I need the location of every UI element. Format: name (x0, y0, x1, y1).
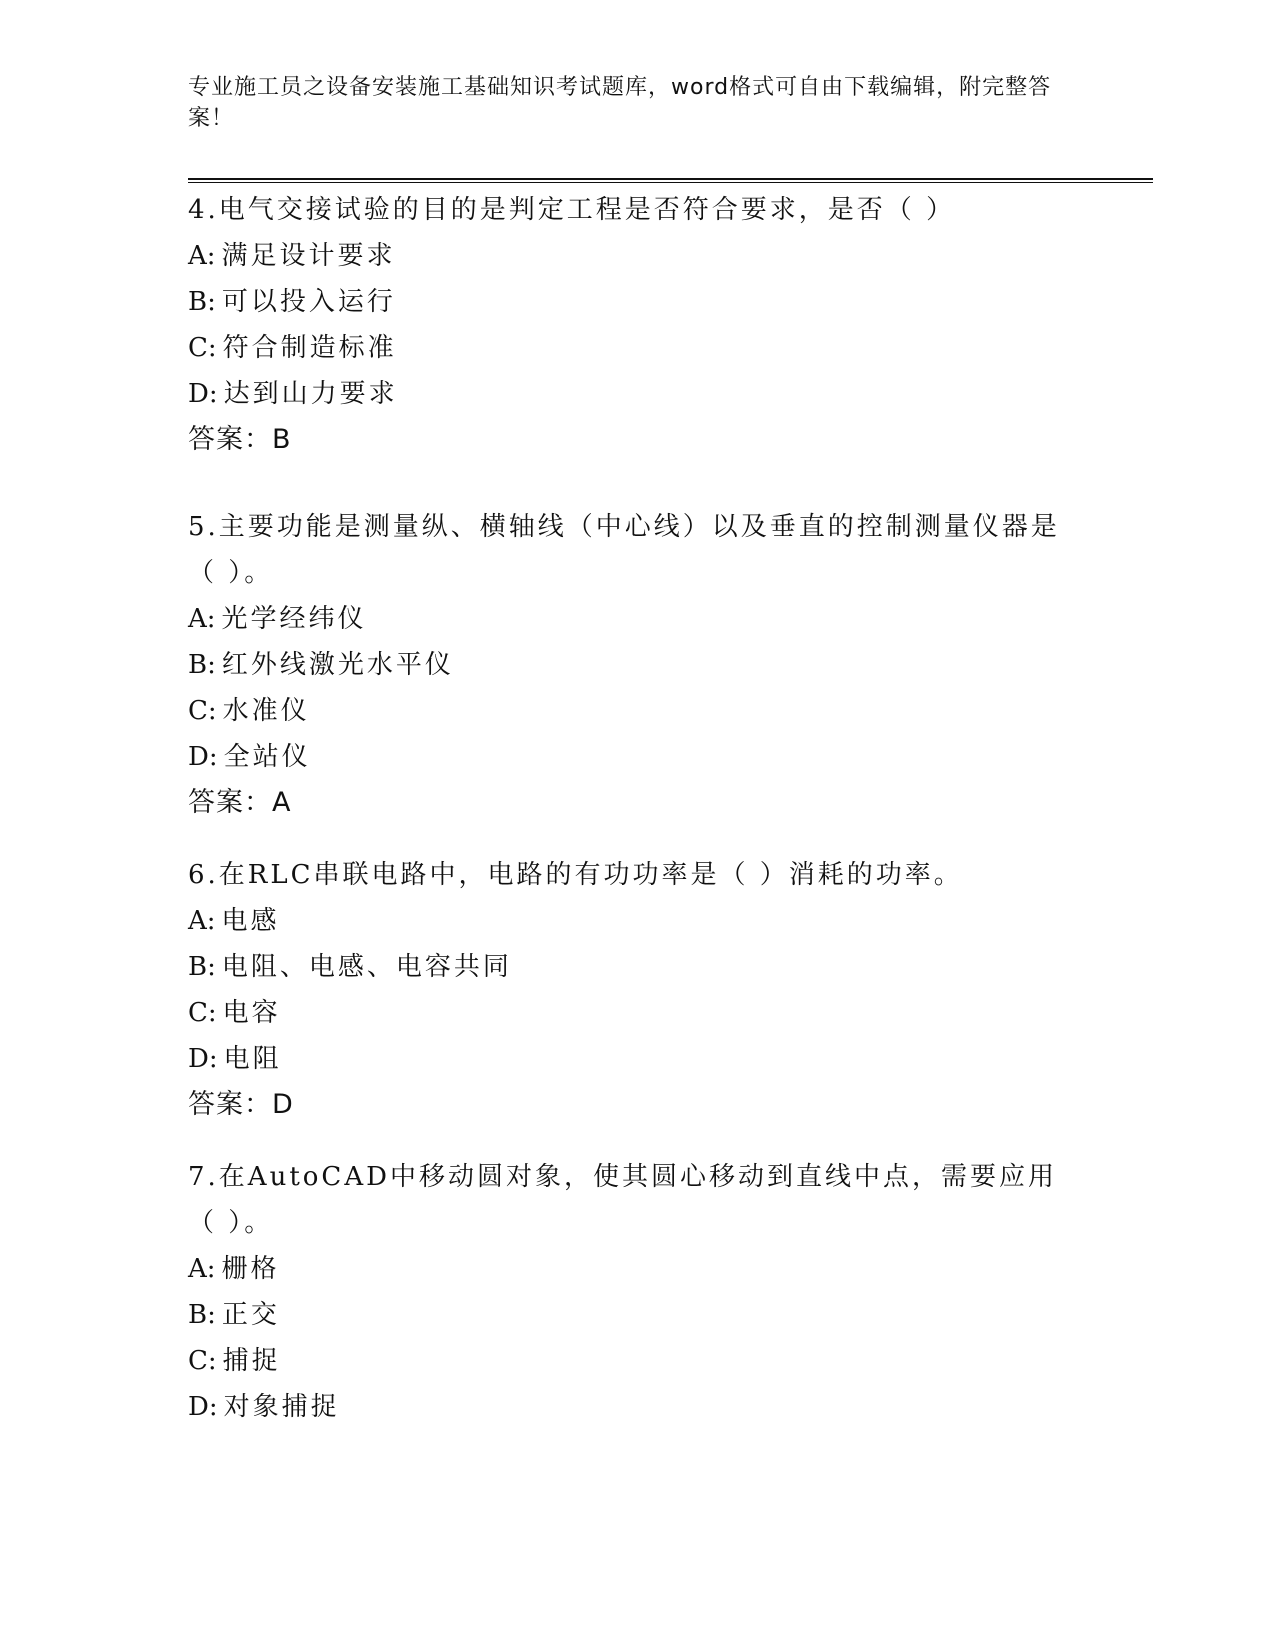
option-text: 电感 (221, 906, 280, 936)
option-label: B: (188, 650, 216, 680)
option-d (188, 1384, 1068, 1430)
option-text: 光学经纬仪 (221, 604, 367, 634)
option-text: 电容 (222, 998, 281, 1028)
answer-line: 答案：A (188, 787, 292, 818)
document-header (188, 72, 1068, 134)
header-title: 专业施工员之设备安装施工基础知识考试题库，word格式可自由下载编辑，附完整答案！ (188, 75, 1052, 131)
option-label: C: (188, 696, 217, 726)
option-text: 电阻 (223, 1044, 282, 1074)
option-a (188, 1246, 1068, 1292)
option-text: 全站仪 (223, 742, 311, 772)
option-label: B: (188, 952, 216, 982)
option-text: 满足设计要求 (221, 241, 396, 271)
option-c (188, 990, 1068, 1036)
option-text: 栅格 (221, 1254, 280, 1284)
option-c (188, 688, 1068, 734)
header-divider (188, 178, 1153, 183)
option-c (188, 325, 1068, 371)
option-b (188, 279, 1068, 325)
option-text: 红外线激光水平仪 (221, 650, 454, 680)
option-text: 可以投入运行 (221, 287, 396, 317)
option-text: 正交 (221, 1300, 280, 1330)
option-text: 达到山力要求 (223, 379, 398, 409)
option-label: A: (188, 604, 216, 634)
option-label: D: (188, 742, 218, 772)
question-stem: 7.在AutoCAD中移动圆对象，使其圆心移动到直线中点，需要应用（ ）。 (188, 1162, 1057, 1238)
option-label: C: (188, 998, 217, 1028)
option-label: A: (188, 1254, 216, 1284)
option-d (188, 371, 1068, 417)
option-b (188, 1292, 1068, 1338)
question-5 (188, 504, 1068, 826)
option-d (188, 1036, 1068, 1082)
option-text: 水准仪 (222, 696, 310, 726)
question-stem: 6.在RLC串联电路中，电路的有功功率是（ ）消耗的功率。 (188, 860, 963, 890)
option-label: D: (188, 379, 218, 409)
answer-line: 答案：B (188, 424, 292, 455)
option-b (188, 642, 1068, 688)
option-d (188, 734, 1068, 780)
question-stem: 4.电气交接试验的目的是判定工程是否符合要求，是否（ ） (188, 195, 956, 225)
option-a (188, 898, 1068, 944)
option-c (188, 1338, 1068, 1384)
option-label: D: (188, 1392, 218, 1422)
option-a (188, 233, 1068, 279)
question-7 (188, 1154, 1068, 1430)
question-stem: 5.主要功能是测量纵、横轴线（中心线）以及垂直的控制测量仪器是（ ）。 (188, 512, 1060, 588)
option-label: B: (188, 1300, 216, 1330)
question-4 (188, 187, 1068, 463)
answer-line: 答案：D (188, 1089, 294, 1120)
option-text: 符合制造标准 (222, 333, 397, 363)
option-a (188, 596, 1068, 642)
option-text: 对象捕捉 (223, 1392, 340, 1422)
option-b (188, 944, 1068, 990)
question-6 (188, 852, 1068, 1128)
option-text: 电阻、电感、电容共同 (221, 952, 512, 982)
option-label: A: (188, 241, 216, 271)
option-label: C: (188, 1346, 217, 1376)
option-label: A: (188, 906, 216, 936)
option-label: C: (188, 333, 217, 363)
option-label: D: (188, 1044, 218, 1074)
option-text: 捕捉 (222, 1346, 281, 1376)
option-label: B: (188, 287, 216, 317)
